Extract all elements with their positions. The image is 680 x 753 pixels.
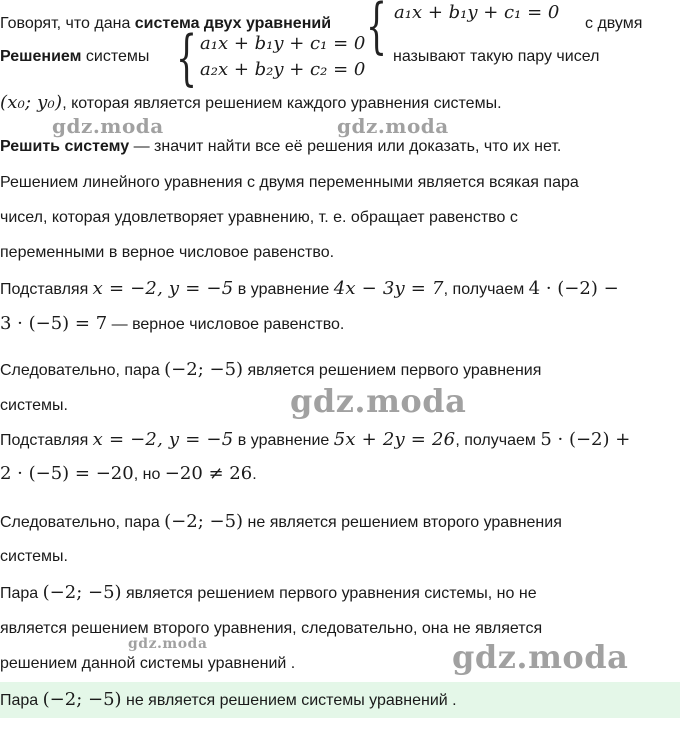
watermark: gdz.moda [128,636,208,652]
definition-label: Решением системы [0,48,150,65]
definition-after: называют такую пару чисел [393,48,600,65]
sub1-line2: 3 · (−5) = 7 — верное числовое равенство. [0,313,345,334]
definition-brace: { [176,23,198,93]
linear-def-line2: чисел, которая удовлетворяет уравнению, т. е. обращает равенство с [0,209,518,226]
sub2-line2: 2 · (−5) = −20, но −20 ≠ 26. [0,463,257,484]
definition-system: a₁x + b₁y + c₁ = 0 a₂x + b₂y + c₂ = 0 [200,33,366,80]
concl1-line1: Следовательно, пара (−2; −5) является решением первого уравнения [0,359,542,380]
concl3-line1: Пара (−2; −5) является решением первого уравнения системы, но не [0,582,537,603]
sub2-line1: Подставляя x = −2, y = −5 в уравнение 5x + 2y = 26, получаем 5 · (−2) + [0,429,631,450]
concl2-line1: Следовательно, пара (−2; −5) не является решением второго уравнения [0,511,562,532]
concl1-line2: системы. [0,397,68,414]
watermark: gdz.moda [337,114,449,138]
watermark: gdz.moda [290,382,467,420]
concl3-line2: является решением второго уравнения, следовательно, она не является [0,620,543,637]
watermark: gdz.moda [52,114,164,138]
linear-def-line3: переменными в верное числовое равенство. [0,244,335,261]
watermark: gdz.moda [452,638,629,676]
intro-brace: { [366,0,388,61]
linear-def-line1: Решением линейного уравнения с двумя переменными является всякая пара [0,174,579,191]
sub1-line1: Подставляя x = −2, y = −5 в уравнение 4x − 3y = 7, получаем 4 · (−2) − [0,278,619,299]
definition-pair-line: (x₀; y₀), которая является решением каждого уравнения системы. [0,92,502,113]
intro-suffix: с двумя [585,15,643,32]
concl3-line3: решением данной системы уравнений . [0,655,296,672]
concl2-line2: системы. [0,548,68,565]
intro-system: a₁x + b₁y + c₁ = 0 [394,2,560,23]
solve-definition: Решить систему — значит найти все её решения или доказать, что их нет. [0,138,562,155]
intro-line: Говорят, что дана система двух уравнений [0,15,332,32]
answer-text: Пара (−2; −5) не является решением системы уравнений . [0,689,457,710]
